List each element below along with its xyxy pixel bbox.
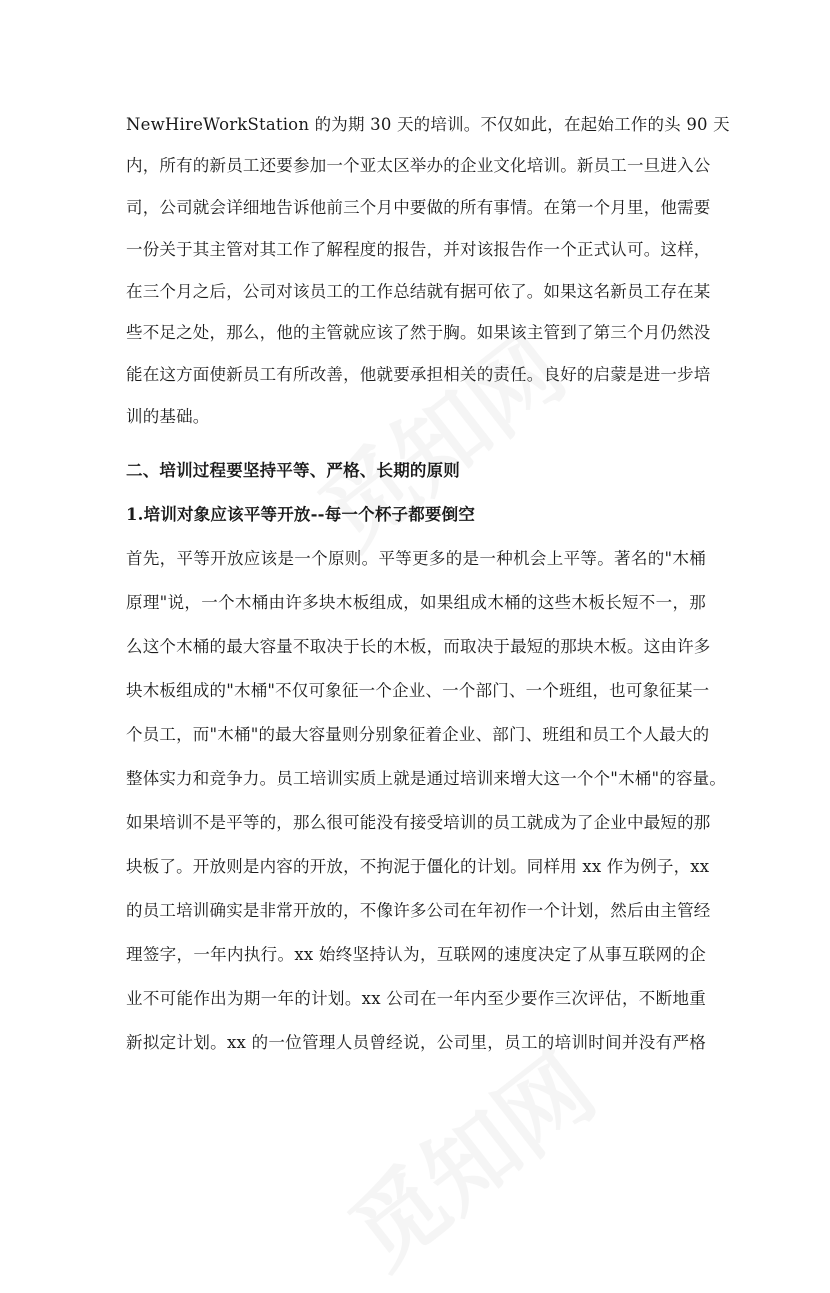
text-line: 业不可能作出为期一年的计划。xx 公司在一年内至少要作三次评估，不断地重	[126, 989, 706, 1008]
text-line: 如果培训不是平等的，那么很可能没有接受培训的员工就成为了企业中最短的那	[126, 813, 711, 832]
section-heading: 二、培训过程要坚持平等、严格、长期的原则	[126, 461, 460, 480]
text-line: 原理"说，一个木桶由许多块木板组成，如果组成木桶的这些木板长短不一，那	[126, 593, 706, 612]
text-line: 一份关于其主管对其工作了解程度的报告，并对该报告作一个正式认可。这样，	[126, 240, 711, 259]
watermark	[319, 1019, 618, 1293]
text-line: 块板了。开放则是内容的开放，不拘泥于僵化的计划。同样用 xx 作为例子，xx	[126, 857, 710, 876]
text-line: 首先，平等开放应该是一个原则。平等更多的是一种机会上平等。著名的"木桶	[126, 549, 706, 568]
text-line: 内，所有的新员工还要参加一个亚太区举办的企业文化培训。新员工一旦进入公	[126, 156, 711, 175]
text-line: 训的基础。	[126, 407, 210, 426]
text-line: 么这个木桶的最大容量不取决于长的木板，而取决于最短的那块木板。这由许多	[126, 637, 711, 656]
text-line: 的员工培训确实是非常开放的，不像许多公司在年初作一个计划，然后由主管经	[126, 901, 711, 920]
text-line: 新拟定计划。xx 的一位管理人员曾经说，公司里，员工的培训时间并没有严格	[126, 1033, 706, 1052]
text-line: 个员工，而"木桶"的最大容量则分别象征着企业、部门、班组和员工个人最大的	[126, 725, 710, 744]
text-line: 些不足之处，那么，他的主管就应该了然于胸。如果该主管到了第三个月仍然没	[126, 323, 711, 342]
text-line: 司，公司就会详细地告诉他前三个月中要做的所有事情。在第一个月里，他需要	[126, 198, 711, 217]
text-line: 在三个月之后，公司对该员工的工作总结就有据可依了。如果这名新员工存在某	[126, 282, 711, 301]
text-line: 整体实力和竞争力。员工培训实质上就是通过培训来增大这一个个"木桶"的容量。	[126, 769, 727, 788]
sub-heading: 1.培训对象应该平等开放--每一个杯子都要倒空	[126, 505, 476, 524]
text-line: 块木板组成的"木桶"不仅可象征一个企业、一个部门、一个班组，也可象征某一	[126, 681, 710, 700]
text-line: 能在这方面使新员工有所改善，他就要承担相关的责任。良好的启蒙是进一步培	[126, 365, 711, 384]
text-line: NewHireWorkStation 的为期 30 天的培训。不仅如此，在起始工作的头 90 天	[126, 115, 730, 134]
text-line: 理签字，一年内执行。xx 始终坚持认为，互联网的速度决定了从事互联网的企	[126, 945, 706, 964]
